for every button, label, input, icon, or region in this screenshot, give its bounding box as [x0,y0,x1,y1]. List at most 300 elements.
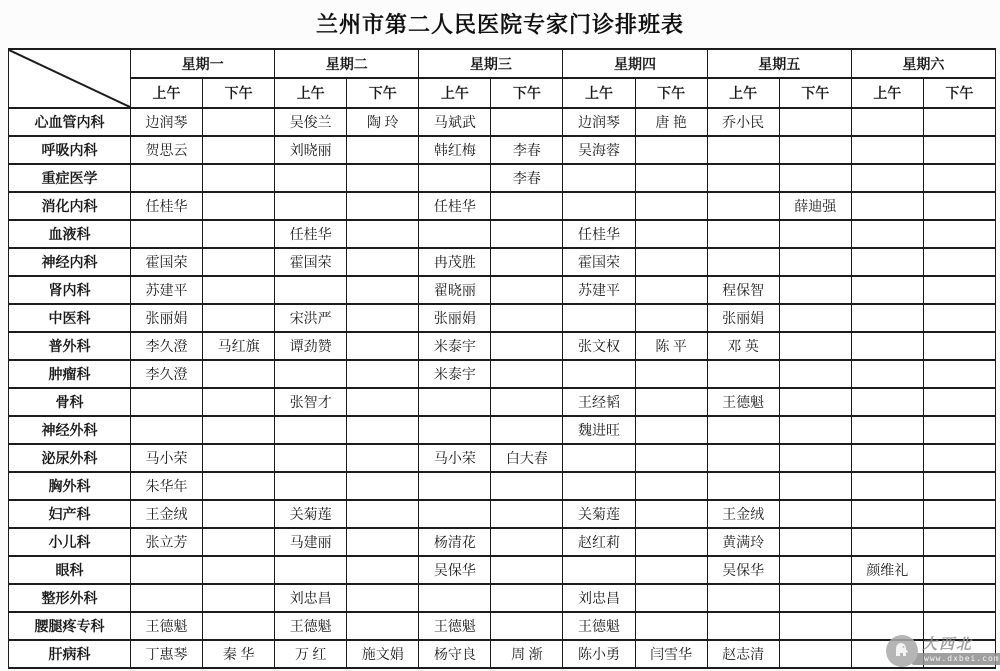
schedule-cell [131,220,203,248]
schedule-body [9,108,996,668]
schedule-cell [779,388,851,416]
schedule-cell [347,416,419,444]
schedule-cell: 马建丽 [275,528,347,556]
schedule-cell: 刘忠昌 [563,584,635,612]
schedule-cell: 闫雪华 [635,640,707,668]
schedule-cell [923,584,995,612]
schedule-cell [491,528,563,556]
schedule-cell [347,584,419,612]
schedule-cell [491,388,563,416]
schedule-cell: 米泰宇 [419,360,491,388]
schedule-cell [347,360,419,388]
table-row [9,192,996,220]
schedule-cell: 李久澄 [131,332,203,360]
schedule-cell [779,360,851,388]
schedule-cell [275,164,347,192]
schedule-cell [779,220,851,248]
table-row [9,640,996,668]
schedule-cell: 关菊莲 [275,500,347,528]
schedule-cell [851,332,923,360]
schedule-cell [491,556,563,584]
schedule-cell [635,528,707,556]
schedule-cell [203,444,275,472]
schedule-cell: 颜维礼 [851,556,923,584]
schedule-cell [347,248,419,276]
schedule-cell [203,528,275,556]
schedule-cell [419,220,491,248]
schedule-cell: 张文权 [563,332,635,360]
session-label-pm: 下午 [923,78,995,108]
schedule-cell: 任桂华 [275,220,347,248]
schedule-cell [923,276,995,304]
schedule-cell: 吴保华 [419,556,491,584]
schedule-cell [923,360,995,388]
schedule-cell [491,584,563,612]
schedule-cell [347,136,419,164]
schedule-cell [779,108,851,136]
schedule-cell [635,248,707,276]
schedule-cell [419,416,491,444]
table-row [9,248,996,276]
schedule-cell: 马红旗 [203,332,275,360]
schedule-cell: 周 渐 [491,640,563,668]
schedule-cell: 王德魁 [275,612,347,640]
schedule-cell [347,192,419,220]
day-header-tuesday: 星期二 [275,49,419,78]
schedule-cell [203,556,275,584]
table-row [9,164,996,192]
schedule-cell [923,108,995,136]
schedule-cell: 马小荣 [419,444,491,472]
schedule-cell: 陶 玲 [347,108,419,136]
table-row [9,332,996,360]
schedule-cell [851,220,923,248]
schedule-cell: 赵志清 [707,640,779,668]
schedule-cell [851,528,923,556]
schedule-cell [779,500,851,528]
schedule-cell [635,360,707,388]
watermark-site-url: www.dxbei.com [912,653,1000,665]
schedule-cell [419,584,491,612]
schedule-cell: 吴保华 [707,556,779,584]
schedule-cell [203,612,275,640]
schedule-cell: 宋洪严 [275,304,347,332]
schedule-cell [347,276,419,304]
schedule-cell [707,472,779,500]
day-header-thursday: 星期四 [563,49,707,78]
dept-label: 眼科 [9,556,131,584]
schedule-cell: 苏建平 [131,276,203,304]
schedule-cell: 唐 艳 [635,108,707,136]
schedule-cell [635,416,707,444]
page-title: 兰州市第二人民医院专家门诊排班表 [315,12,684,37]
schedule-cell: 任桂华 [563,220,635,248]
schedule-cell [635,304,707,332]
schedule-cell [923,528,995,556]
schedule-cell [203,192,275,220]
session-label-am: 上午 [131,78,203,108]
schedule-cell [491,248,563,276]
schedule-cell [347,556,419,584]
schedule-cell: 杨守良 [419,640,491,668]
schedule-cell [923,248,995,276]
schedule-cell [203,500,275,528]
schedule-cell [347,500,419,528]
schedule-cell: 秦 华 [203,640,275,668]
schedule-cell [275,360,347,388]
schedule-cell: 王德魁 [419,612,491,640]
schedule-cell: 马小荣 [131,444,203,472]
session-label-pm: 下午 [347,78,419,108]
schedule-cell [923,472,995,500]
schedule-cell [851,136,923,164]
day-header-row [9,49,996,78]
schedule-cell [707,220,779,248]
schedule-cell [635,500,707,528]
schedule-cell: 翟晓丽 [419,276,491,304]
schedule-cell [851,108,923,136]
schedule-cell [347,612,419,640]
day-header-wednesday: 星期三 [419,49,563,78]
schedule-cell [707,612,779,640]
dept-label: 泌尿外科 [9,444,131,472]
schedule-cell: 王经韬 [563,388,635,416]
schedule-cell [851,304,923,332]
schedule-cell [779,584,851,612]
schedule-cell [419,500,491,528]
schedule-cell [707,136,779,164]
schedule-cell [491,332,563,360]
schedule-cell [635,164,707,192]
schedule-cell [635,220,707,248]
schedule-cell [707,416,779,444]
dept-label: 小儿科 [9,528,131,556]
schedule-cell [275,276,347,304]
schedule-cell [635,192,707,220]
schedule-cell: 邓 英 [707,332,779,360]
schedule-cell [635,612,707,640]
schedule-cell: 王德魁 [131,612,203,640]
session-label-am: 上午 [707,78,779,108]
table-row [9,612,996,640]
schedule-cell [707,248,779,276]
schedule-cell [779,248,851,276]
table-row [9,472,996,500]
schedule-cell [131,164,203,192]
schedule-cell: 霍国荣 [563,248,635,276]
schedule-cell [491,276,563,304]
schedule-cell [635,276,707,304]
day-header-monday: 星期一 [131,49,275,78]
schedule-cell: 白大春 [491,444,563,472]
dept-label: 血液科 [9,220,131,248]
session-label-am: 上午 [563,78,635,108]
schedule-cell: 朱华年 [131,472,203,500]
schedule-cell [923,444,995,472]
schedule-cell [923,416,995,444]
schedule-cell: 张立芳 [131,528,203,556]
schedule-cell [491,192,563,220]
schedule-cell [203,416,275,444]
schedule-cell [851,416,923,444]
schedule-cell [203,164,275,192]
schedule-cell: 边润琴 [131,108,203,136]
schedule-cell [203,248,275,276]
dept-label: 呼吸内科 [9,136,131,164]
schedule-cell [275,472,347,500]
schedule-cell [779,332,851,360]
schedule-cell [275,416,347,444]
schedule-cell [635,136,707,164]
elephant-icon [890,639,914,663]
dept-label: 骨科 [9,388,131,416]
schedule-cell: 霍国荣 [131,248,203,276]
schedule-cell [707,164,779,192]
schedule-cell [779,164,851,192]
schedule-cell [779,612,851,640]
session-label-pm: 下午 [491,78,563,108]
schedule-cell: 任桂华 [419,192,491,220]
dept-label: 妇产科 [9,500,131,528]
schedule-cell: 张丽娟 [707,304,779,332]
schedule-cell [347,388,419,416]
session-label-pm: 下午 [779,78,851,108]
schedule-cell: 陈小勇 [563,640,635,668]
schedule-cell [851,388,923,416]
schedule-cell: 谭劲赞 [275,332,347,360]
schedule-cell [851,584,923,612]
schedule-cell: 刘晓丽 [275,136,347,164]
schedule-cell: 王德魁 [563,612,635,640]
schedule-cell: 黄满玲 [707,528,779,556]
schedule-cell: 赵红莉 [563,528,635,556]
schedule-cell [707,584,779,612]
schedule-cell [131,388,203,416]
session-label-am: 上午 [275,78,347,108]
schedule-cell [923,164,995,192]
schedule-cell [275,556,347,584]
schedule-cell: 万 红 [275,640,347,668]
schedule-cell [275,444,347,472]
schedule-cell [419,472,491,500]
schedule-cell [203,472,275,500]
schedule-cell [563,360,635,388]
schedule-cell [275,192,347,220]
dept-label: 腰腿疼专科 [9,612,131,640]
dept-label: 心血管内科 [9,108,131,136]
schedule-cell [779,640,851,668]
schedule-cell [635,472,707,500]
schedule-cell [779,528,851,556]
session-label-pm: 下午 [203,78,275,108]
dxbei-watermark [886,634,998,668]
elephant-logo-icon [886,635,918,667]
schedule-cell [563,472,635,500]
schedule-cell [203,360,275,388]
schedule-cell [923,136,995,164]
dept-label: 重症医学 [9,164,131,192]
schedule-cell: 张丽娟 [131,304,203,332]
schedule-cell [851,276,923,304]
table-row [9,220,996,248]
schedule-cell [779,556,851,584]
table-row [9,360,996,388]
schedule-cell: 薛迪强 [779,192,851,220]
schedule-cell [635,388,707,416]
schedule-cell [779,276,851,304]
schedule-cell [347,444,419,472]
schedule-cell [203,136,275,164]
schedule-cell: 苏建平 [563,276,635,304]
schedule-cell [419,164,491,192]
table-row [9,584,996,612]
schedule-cell [131,416,203,444]
schedule-cell [203,220,275,248]
schedule-cell [707,444,779,472]
schedule-cell [923,192,995,220]
schedule-cell: 贺思云 [131,136,203,164]
schedule-cell [131,584,203,612]
schedule-cell [779,416,851,444]
corner-cell [9,49,131,108]
dept-label: 肝病科 [9,640,131,668]
schedule-cell: 任桂华 [131,192,203,220]
schedule-cell: 王金绒 [707,500,779,528]
schedule-cell [923,220,995,248]
schedule-cell: 李久澄 [131,360,203,388]
table-row [9,304,996,332]
schedule-cell [347,472,419,500]
schedule-cell [923,388,995,416]
schedule-cell [347,220,419,248]
schedule-table [8,48,996,669]
schedule-cell [491,108,563,136]
schedule-cell: 王金绒 [131,500,203,528]
schedule-cell: 吴海蓉 [563,136,635,164]
schedule-cell: 张丽娟 [419,304,491,332]
schedule-cell: 陈 平 [635,332,707,360]
schedule-cell [851,248,923,276]
dept-label: 普外科 [9,332,131,360]
schedule-cell: 施文娟 [347,640,419,668]
watermark-site-name: 大西北 [922,637,974,653]
dept-label: 神经外科 [9,416,131,444]
schedule-cell [779,472,851,500]
schedule-cell [491,304,563,332]
session-label-am: 上午 [851,78,923,108]
schedule-cell [851,472,923,500]
schedule-cell [851,444,923,472]
schedule-cell [491,416,563,444]
schedule-cell [563,164,635,192]
table-row [9,444,996,472]
dept-label: 肾内科 [9,276,131,304]
table-row [9,388,996,416]
schedule-cell [131,556,203,584]
table-row [9,556,996,584]
schedule-cell [563,192,635,220]
schedule-cell: 刘忠昌 [275,584,347,612]
table-row [9,528,996,556]
schedule-cell [779,136,851,164]
schedule-cell: 关菊莲 [563,500,635,528]
dept-label: 神经内科 [9,248,131,276]
schedule-cell [203,304,275,332]
schedule-cell: 米泰宇 [419,332,491,360]
schedule-cell [491,220,563,248]
schedule-cell [347,332,419,360]
schedule-cell [491,500,563,528]
session-label-pm: 下午 [635,78,707,108]
schedule-cell: 冉茂胜 [419,248,491,276]
schedule-cell [203,276,275,304]
schedule-cell [419,388,491,416]
schedule-cell [347,304,419,332]
day-header-friday: 星期五 [707,49,851,78]
schedule-cell [923,556,995,584]
table-row [9,136,996,164]
schedule-cell [563,556,635,584]
schedule-cell [635,556,707,584]
schedule-cell [347,528,419,556]
dept-label: 消化内科 [9,192,131,220]
schedule-cell [635,584,707,612]
schedule-cell: 边润琴 [563,108,635,136]
schedule-cell [851,360,923,388]
schedule-cell [491,612,563,640]
schedule-cell [707,360,779,388]
session-label-am: 上午 [419,78,491,108]
schedule-cell: 李春 [491,136,563,164]
schedule-cell [779,304,851,332]
schedule-cell: 丁惠琴 [131,640,203,668]
schedule-cell [851,192,923,220]
schedule-cell [923,332,995,360]
table-row [9,276,996,304]
schedule-cell: 乔小民 [707,108,779,136]
schedule-cell [707,192,779,220]
schedule-cell [203,388,275,416]
dept-label: 整形外科 [9,584,131,612]
schedule-cell: 王德魁 [707,388,779,416]
schedule-cell [347,164,419,192]
schedule-cell [923,500,995,528]
schedule-cell: 程保智 [707,276,779,304]
table-row [9,500,996,528]
schedule-cell [491,360,563,388]
dept-label: 中医科 [9,304,131,332]
session-header-row [9,78,996,108]
dept-label: 胸外科 [9,472,131,500]
schedule-cell [779,444,851,472]
table-row [9,416,996,444]
schedule-cell: 霍国荣 [275,248,347,276]
schedule-cell [203,584,275,612]
day-header-saturday: 星期六 [851,49,995,78]
schedule-cell [563,304,635,332]
schedule-cell [563,444,635,472]
schedule-cell [923,304,995,332]
schedule-cell: 魏进旺 [563,416,635,444]
schedule-cell [635,444,707,472]
schedule-cell: 吴俊兰 [275,108,347,136]
schedule-cell: 张智才 [275,388,347,416]
dept-label: 肿瘤科 [9,360,131,388]
schedule-cell: 韩红梅 [419,136,491,164]
schedule-cell [851,500,923,528]
schedule-cell: 马斌武 [419,108,491,136]
table-row [9,108,996,136]
